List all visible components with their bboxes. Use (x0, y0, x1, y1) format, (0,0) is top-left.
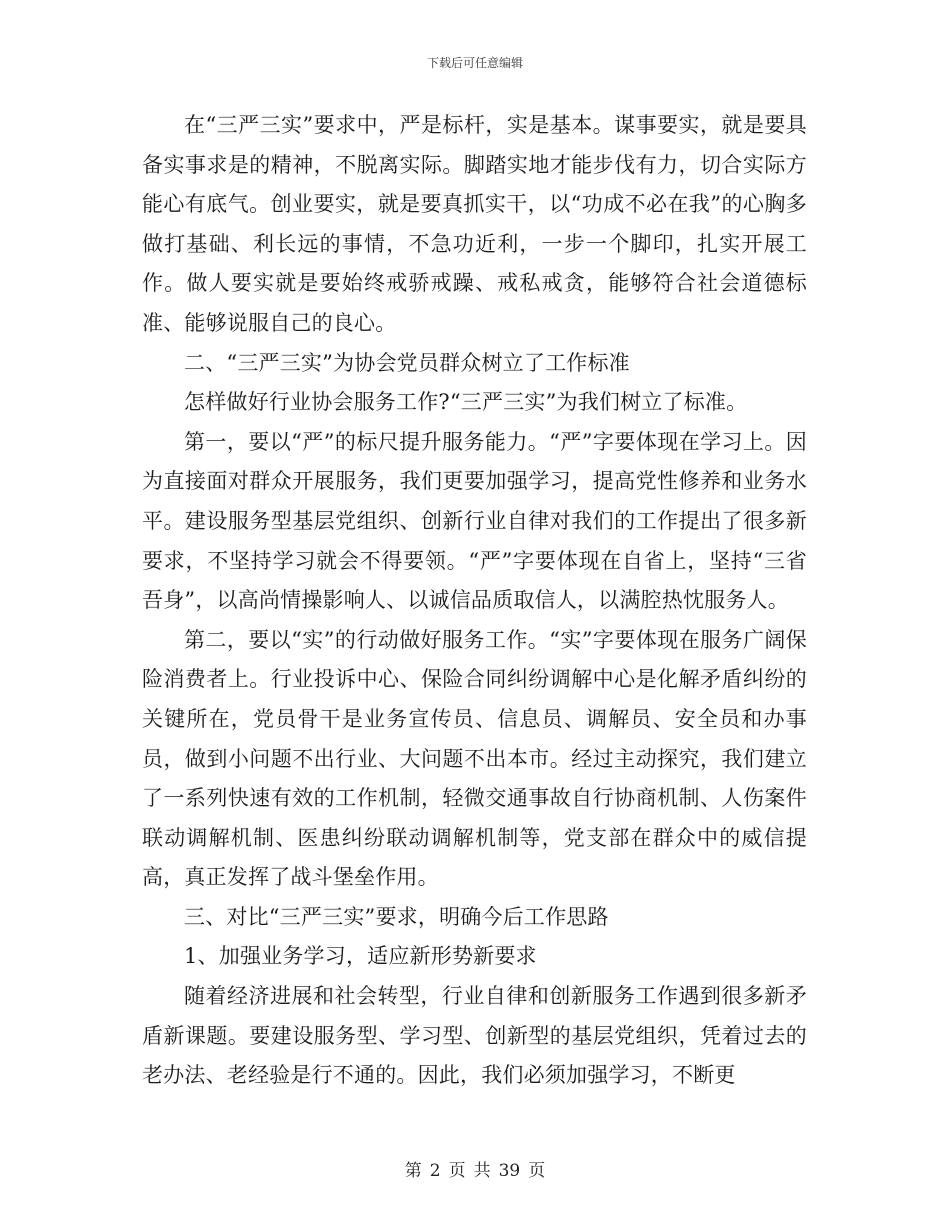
section-heading: 二、“三严三实”为协会党员群众树立了工作标准 (184, 350, 630, 375)
paragraph: 第一，要以“严”的标尺提升服务能力。“严”字要体现在学习上。因为直接面对群众开展服务，我们更要加强学习，提高党性修养和业务水平。建设服务型基层党组织、创新行业自律对我们的工作提出了很多新要求，不坚持学习就会不得要领。“严”字要体现在自省上，坚持“三省吾身”，以高尚情操影响人、以诚信品质取信人，以满腔热忱服务人。 (142, 429, 807, 613)
paragraph: 第二，要以“实”的行动做好服务工作。“实”字要体现在服务广阔保险消费者上。行业投诉中心、保险合同纠纷调解中心是化解矛盾纠纷的关键所在，党员骨干是业务宣传员、信息员、调解员、安全员和办事员，做到小问题不出行业、大问题不出本市。经过主动探究，我们建立了一系列快速有效的工作机制，轻微交通事故自行协商机制、人伤案件联动调解机制、医患纠纷联动调解机制等，党支部在群众中的威信提高，真正发挥了战斗堡垒作用。 (142, 627, 807, 890)
paragraph: 在“三严三实”要求中，严是标杆，实是基本。谋事要实，就是要具备实事求是的精神，不脱离实际。脚踏实地才能步伐有力，切合实际方能心有底气。创业要实，就是要真抓实干，以“功成不必在我”的心胸多做打基础、利长远的事情，不急功近利，一步一个脚印，扎实开展工作。做人要实就是要始终戒骄戒躁、戒私戒贪，能够符合社会道德标准、能够说服自己的良心。 (142, 113, 807, 335)
header-note: 下载后可任意编辑 (426, 56, 523, 70)
footer-total-pages: 39 (498, 1161, 521, 1181)
page-footer (0, 1156, 950, 1181)
section-heading: 三、对比“三严三实”要求，明确今后工作思路 (184, 904, 609, 929)
footer-label-gong: 共 (473, 1161, 491, 1181)
document-body (142, 106, 807, 1096)
footer-label-ye: 页 (448, 1161, 466, 1181)
subsection-heading: 1、加强业务学习，适应新形势新要求 (184, 944, 537, 969)
paragraph: 怎样做好行业协会服务工作?“三严三实”为我们树立了标准。 (184, 390, 748, 415)
footer-label-ye: 页 (528, 1161, 546, 1181)
paragraph: 随着经济进展和社会转型，行业自律和创新服务工作遇到很多新矛盾新课题。要建设服务型、学习型、创新型的基层党组织，凭着过去的老办法、老经验是行不通的。因此，我们必须加强学习，不断更 (142, 984, 807, 1088)
footer-label-di: 第 (404, 1161, 422, 1181)
footer-page-number: 2 (429, 1161, 441, 1181)
